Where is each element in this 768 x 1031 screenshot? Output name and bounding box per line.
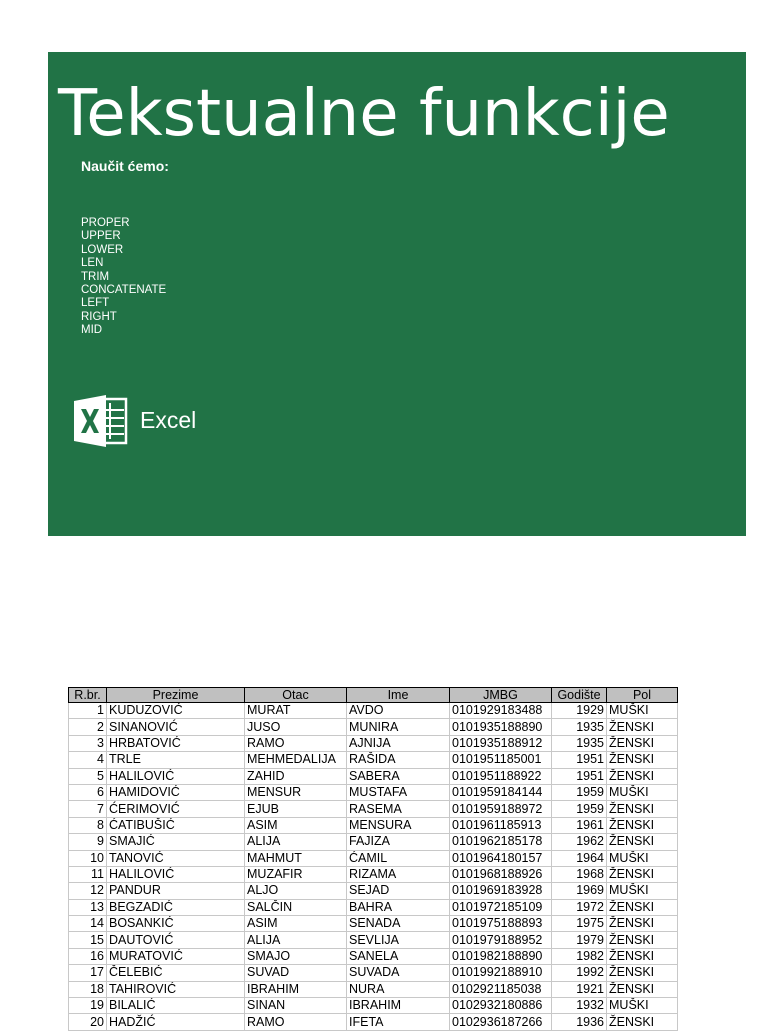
cell-rbr[interactable]: 3 [69,735,107,751]
cell-godiste[interactable]: 1959 [552,784,607,800]
cell-pol[interactable]: ŽENSKI [607,948,678,964]
function-item: PROPER [81,217,130,229]
cell-pol[interactable]: MUŠKI [607,883,678,899]
cell-otac[interactable]: ASIM [245,916,347,932]
cell-otac[interactable]: ZAHID [245,768,347,784]
cell-prezime[interactable]: HALILOVIĆ [107,866,245,882]
table-row [69,948,678,964]
excel-logo-icon [72,395,132,447]
cell-jmbg[interactable]: 0101979188952 [450,932,552,948]
cell-rbr[interactable]: 8 [69,817,107,833]
cell-ime[interactable]: SUVADA [347,965,450,981]
cell-jmbg[interactable]: 0101959188972 [450,801,552,817]
cell-pol[interactable]: ŽENSKI [607,817,678,833]
table-row [69,1014,678,1030]
cell-otac[interactable]: MURAT [245,703,347,719]
cell-godiste[interactable]: 1961 [552,817,607,833]
slide-title: Tekstualne funkcije [58,77,670,151]
cell-jmbg[interactable]: 0101929183488 [450,703,552,719]
table-row [69,784,678,800]
cell-otac[interactable]: SUVAD [245,965,347,981]
cell-godiste[interactable]: 1935 [552,719,607,735]
cell-prezime[interactable]: KUDUZOVIĆ [107,703,245,719]
table-row [69,801,678,817]
cell-pol[interactable]: ŽENSKI [607,932,678,948]
table-row [69,735,678,751]
cell-pol[interactable]: MUŠKI [607,850,678,866]
cell-jmbg[interactable]: 0102936187266 [450,1014,552,1030]
cell-otac[interactable]: MUZAFIR [245,866,347,882]
cell-pol[interactable]: ŽENSKI [607,899,678,915]
cell-rbr[interactable]: 12 [69,883,107,899]
cell-jmbg[interactable]: 0101975188893 [450,916,552,932]
table-row [69,817,678,833]
cell-rbr[interactable]: 17 [69,965,107,981]
cell-ime[interactable]: SEVLIJA [347,932,450,948]
cell-jmbg[interactable]: 0101959184144 [450,784,552,800]
cell-godiste[interactable]: 1969 [552,883,607,899]
cell-otac[interactable]: SINAN [245,998,347,1014]
cell-prezime[interactable]: TRLE [107,752,245,768]
cell-prezime[interactable]: BOSANKIĆ [107,916,245,932]
cell-prezime[interactable]: MURATOVIĆ [107,948,245,964]
cell-jmbg[interactable]: 0101951185001 [450,752,552,768]
cell-ime[interactable]: SENADA [347,916,450,932]
cell-prezime[interactable]: SMAJIĆ [107,834,245,850]
cell-pol[interactable]: ŽENSKI [607,866,678,882]
cell-prezime[interactable]: HAMIDOVIĆ [107,784,245,800]
cell-otac[interactable]: ALIJA [245,834,347,850]
cell-pol[interactable]: ŽENSKI [607,768,678,784]
cell-ime[interactable]: RIZAMA [347,866,450,882]
cell-godiste[interactable]: 1921 [552,981,607,997]
cell-jmbg[interactable]: 0101935188912 [450,735,552,751]
cell-rbr[interactable]: 15 [69,932,107,948]
cell-ime[interactable]: FAJIZA [347,834,450,850]
table-row [69,916,678,932]
cell-rbr[interactable]: 4 [69,752,107,768]
cell-rbr[interactable]: 10 [69,850,107,866]
cell-ime[interactable]: IBRAHIM [347,998,450,1014]
cell-ime[interactable]: SABERA [347,768,450,784]
cell-ime[interactable]: AVDO [347,703,450,719]
table-row [69,866,678,882]
cell-jmbg[interactable]: 0101951188922 [450,768,552,784]
function-item: TRIM [81,270,110,283]
cell-ime[interactable]: SANELA [347,948,450,964]
cell-ime[interactable]: RASEMA [347,801,450,817]
cell-ime[interactable]: NURA [347,981,450,997]
data-table [68,687,678,1031]
cell-rbr[interactable]: 11 [69,866,107,882]
cell-otac[interactable]: IBRAHIM [245,981,347,997]
cell-godiste[interactable]: 1972 [552,899,607,915]
function-item: CONCATENATE [81,284,167,297]
cell-ime[interactable]: MUSTAFA [347,784,450,800]
cell-jmbg[interactable]: 0101935188890 [450,719,552,735]
table-row [69,965,678,981]
cell-prezime[interactable]: SINANOVIĆ [107,719,245,735]
cell-pol[interactable]: ŽENSKI [607,834,678,850]
cell-prezime[interactable]: ĆATIBUŠIĆ [107,817,245,833]
cell-prezime[interactable]: TANOVIĆ [107,850,245,866]
function-item: LEFT [81,297,110,310]
title-slide [48,52,746,536]
cell-godiste[interactable]: 1959 [552,801,607,817]
cell-ime[interactable]: ĆAMIL [347,850,450,866]
cell-otac[interactable]: ALJO [245,883,347,899]
table-row [69,850,678,866]
cell-prezime[interactable]: HRBATOVIĆ [107,735,245,751]
table-row [69,752,678,768]
cell-rbr[interactable]: 2 [69,719,107,735]
cell-ime[interactable]: IFETA [347,1014,450,1030]
cell-prezime[interactable]: HALILOVIĆ [107,768,245,784]
cell-otac[interactable]: MEHMEDALIJA [245,752,347,768]
table-body [69,703,678,1031]
table-row [69,768,678,784]
cell-godiste[interactable]: 1968 [552,866,607,882]
cell-rbr[interactable]: 13 [69,899,107,915]
cell-prezime[interactable]: TAHIROVIĆ [107,981,245,997]
cell-godiste[interactable]: 1992 [552,965,607,981]
cell-pol[interactable]: ŽENSKI [607,981,678,997]
cell-otac[interactable]: SMAJO [245,948,347,964]
cell-otac[interactable]: RAMO [245,1014,347,1030]
cell-pol[interactable]: ŽENSKI [607,965,678,981]
cell-jmbg[interactable]: 0101964180157 [450,850,552,866]
cell-prezime[interactable]: ČELEBIĆ [107,965,245,981]
cell-otac[interactable]: JUSO [245,719,347,735]
header-rbr: R.br. [69,688,107,703]
cell-rbr[interactable]: 19 [69,998,107,1014]
function-item: MID [81,324,103,337]
cell-jmbg[interactable]: 0101962185178 [450,834,552,850]
cell-rbr[interactable]: 9 [69,834,107,850]
table-row [69,998,678,1014]
cell-pol[interactable]: ŽENSKI [607,801,678,817]
cell-ime[interactable]: AJNIJA [347,735,450,751]
cell-rbr[interactable]: 18 [69,981,107,997]
cell-godiste[interactable]: 1935 [552,735,607,751]
cell-prezime[interactable]: ĆERIMOVIĆ [107,801,245,817]
cell-jmbg[interactable]: 0102932180886 [450,998,552,1014]
cell-otac[interactable]: ALIJA [245,932,347,948]
cell-rbr[interactable]: 14 [69,916,107,932]
cell-jmbg[interactable]: 0101982188890 [450,948,552,964]
header-otac: Otac [245,688,347,703]
table-row [69,981,678,997]
cell-godiste[interactable]: 1951 [552,752,607,768]
table-row [69,719,678,735]
cell-otac[interactable]: ASIM [245,817,347,833]
table-row [69,703,678,719]
cell-godiste[interactable]: 1962 [552,834,607,850]
excel-logo-text: Excel [140,407,197,433]
cell-prezime[interactable]: DAUTOVIĆ [107,932,245,948]
function-item: UPPER [81,230,121,243]
cell-pol[interactable]: ŽENSKI [607,735,678,751]
cell-godiste[interactable]: 1936 [552,1014,607,1030]
cell-godiste[interactable]: 1979 [552,932,607,948]
function-item: RIGHT [81,310,117,323]
cell-jmbg[interactable]: 0101969183928 [450,883,552,899]
cell-godiste[interactable]: 1929 [552,703,607,719]
cell-godiste[interactable]: 1932 [552,998,607,1014]
cell-pol[interactable]: MUŠKI [607,998,678,1014]
cell-otac[interactable]: MENSUR [245,784,347,800]
table-row [69,899,678,915]
cell-godiste[interactable]: 1951 [552,768,607,784]
function-list [81,217,166,338]
table-row [69,932,678,948]
cell-pol[interactable]: ŽENSKI [607,752,678,768]
cell-prezime[interactable]: BILALIĆ [107,998,245,1014]
cell-jmbg[interactable]: 0101972185109 [450,899,552,915]
function-item: LEN [81,257,104,270]
cell-otac[interactable]: EJUB [245,801,347,817]
cell-jmbg[interactable]: 0101961185913 [450,817,552,833]
cell-ime[interactable]: MUNIRA [347,719,450,735]
cell-jmbg[interactable]: 0102921185038 [450,981,552,997]
header-pol: Pol [607,688,678,703]
cell-prezime[interactable]: PANDUR [107,883,245,899]
cell-rbr[interactable]: 1 [69,703,107,719]
header-ime: Ime [347,688,450,703]
slide-subtitle: Naučit ćemo: [81,158,169,174]
cell-pol[interactable]: MUŠKI [607,784,678,800]
cell-otac[interactable]: MAHMUT [245,850,347,866]
table-row [69,834,678,850]
cell-jmbg[interactable]: 0101968188926 [450,866,552,882]
cell-pol[interactable]: ŽENSKI [607,1014,678,1030]
cell-godiste[interactable]: 1964 [552,850,607,866]
cell-otac[interactable]: RAMO [245,735,347,751]
cell-godiste[interactable]: 1982 [552,948,607,964]
cell-rbr[interactable]: 16 [69,948,107,964]
cell-pol[interactable]: MUŠKI [607,703,678,719]
cell-ime[interactable]: RAŠIDA [347,752,450,768]
table-row [69,883,678,899]
cell-ime[interactable]: BAHRA [347,899,450,915]
cell-pol[interactable]: ŽENSKI [607,719,678,735]
cell-rbr[interactable]: 7 [69,801,107,817]
cell-godiste[interactable]: 1975 [552,916,607,932]
header-prezime: Prezime [107,688,245,703]
header-godiste: Godište [552,688,607,703]
cell-otac[interactable]: SALČIN [245,899,347,915]
header-jmbg: JMBG [450,688,552,703]
function-item: LOWER [81,243,124,256]
cell-ime[interactable]: SEJAD [347,883,450,899]
cell-rbr[interactable]: 20 [69,1014,107,1030]
cell-rbr[interactable]: 5 [69,768,107,784]
cell-prezime[interactable]: BEGZADIĆ [107,899,245,915]
cell-rbr[interactable]: 6 [69,784,107,800]
cell-jmbg[interactable]: 0101992188910 [450,965,552,981]
cell-prezime[interactable]: HADŽIĆ [107,1014,245,1030]
cell-pol[interactable]: ŽENSKI [607,916,678,932]
table-header-row [69,688,678,703]
cell-ime[interactable]: MENSURA [347,817,450,833]
